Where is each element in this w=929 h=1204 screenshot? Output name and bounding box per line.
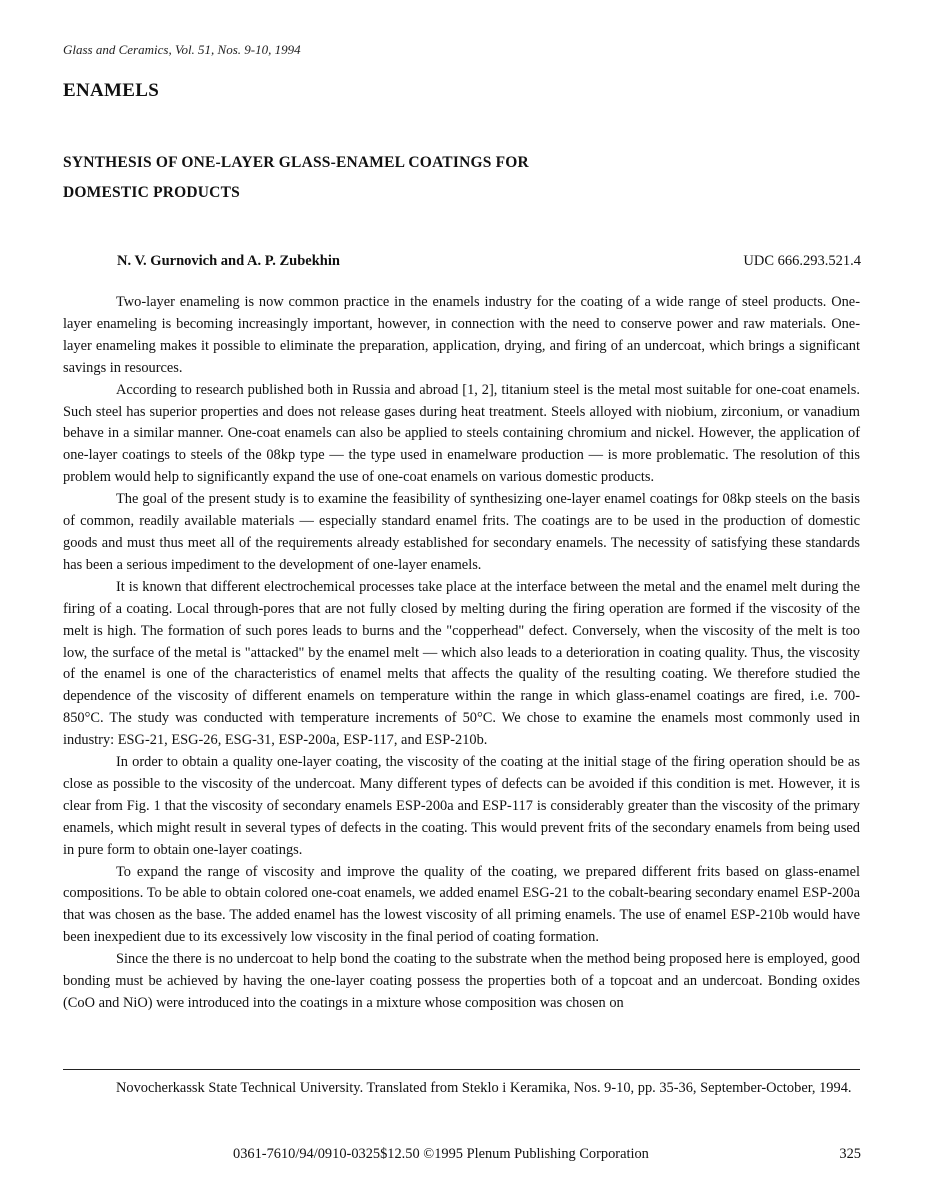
page-number: 325 (839, 1146, 861, 1162)
footnote-text: Novocherkassk State Technical University. Translated from Steklo i Keramika, Nos. 9-10, pp. 35-36, September-October, 1994. (116, 1080, 852, 1096)
paragraph: To expand the range of viscosity and improve the quality of the coating, we prepared different frits based on glass-enamel compositions. To be able to obtain colored one-coat enamels, we added enamel ESG-21 to the cobalt-bearing secondary enamel ESP-200a that was chosen as the base. The added enamel has the lowest viscosity of all priming enamels. The use of enamel ESP-210b would have been inexpedient due to its excessively low viscosity in the final period of coating formation. (63, 863, 860, 946)
paragraph: Since the there is no undercoat to help bond the coating to the substrate when the method being proposed here is employed, good bonding must be achieved by having the one-layer coating possess the properties both of a topcoat and an undercoat. Bonding oxides (CoO and NiO) were introduced into the coatings in a mixture whose composition was chosen on (63, 951, 860, 1011)
paragraph: In order to obtain a quality one-layer coating, the viscosity of the coating at the initial stage of the firing operation should be as close as possible to the viscosity of the undercoat. Many different types of defects can be avoided if this condition is met. However, it is clear from Fig. 1 that the viscosity of secondary enamels ESP-200a and ESP-117 is considerably greater than the viscosity of the primary enamels, which might result in several types of defects in the coating. This would prevent frits of the secondary enamels from being used in pure form to obtain one-layer coatings. (63, 754, 860, 858)
title-line: DOMESTIC PRODUCTS (63, 184, 240, 201)
paragraph: The goal of the present study is to examine the feasibility of synthesizing one-layer enamel coatings for 08kp steels on the basis of common, readily available materials — especially standard enamel frits. The coatings are to be used in the production of domestic goods and must thus meet all of the requirements already established for secondary enamels. The necessity of satisfying these standards has been a serious impediment to the development of one-layer enamels. (63, 491, 860, 573)
paragraph: It is known that different electrochemical processes take place at the interface between the metal and the enamel melt during the firing of a coating. Local through-pores that are not fully closed by melting during the firing operation are formed if the viscosity of the melt is high. The formation of such pores leads to burns and the "copperhead" defect. Conversely, when the viscosity of the melt is too low, the surface of the metal is "attacked" by the enamel melt — which also leads to a deterioration in coating quality. Thus, the viscosity of the enamel is one of the characteristics of enamel melts that affects the quality of the resulting coating. We therefore studied the dependence of the viscosity of different enamels on temperature within the range in which glass-enamel coatings are fired, i.e. 700-850°C. The study was conducted with temperature increments of 50°C. We chose to examine the enamels most commonly used in industry: ESG-21, ESG-26, ESG-31, ESP-200a, ESP-117, and ESP-210b. (63, 578, 860, 749)
journal-citation: Glass and Ceramics, Vol. 51, Nos. 9-10, 1994 (63, 42, 301, 57)
article-title (63, 148, 763, 208)
footnote (63, 1077, 860, 1099)
udc-code: UDC 666.293.521.4 (743, 253, 861, 269)
copyright-line: 0361-7610/94/0910-0325$12.50 ©1995 Plenum Publishing Corporation (233, 1146, 649, 1162)
paragraph: According to research published both in Russia and abroad [1, 2], titanium steel is the metal most suitable for one-coat enamels. Such steel has superior properties and does not release gases during heat treatment. Steels alloyed with niobium, zirconium, or vanadium behave in a similar manner. One-coat enamels can also be applied to steels containing chromium and nickel. However, the application of one-layer coatings to steels of the 08kp type — the type used in enamelware production — is more problematic. The resolution of this problem would help to significantly expand the use of one-coat enamels on various domestic products. (63, 381, 860, 486)
authors: N. V. Gurnovich and A. P. Zubekhin (117, 253, 340, 269)
title-line: SYNTHESIS OF ONE-LAYER GLASS-ENAMEL COATINGS FOR (63, 154, 529, 171)
section-heading: ENAMELS (63, 80, 160, 101)
footnote-divider (63, 1069, 860, 1070)
article-body (63, 292, 860, 1015)
paragraph: Two-layer enameling is now common practice in the enamels industry for the coating of a wide range of steel products. One-layer enameling is becoming increasingly important, however, in connection with the need to conserve power and raw materials. One-layer enameling makes it possible to eliminate the preparation, application, drying, and firing of an undercoat, which brings a significant savings in resources. (63, 294, 860, 376)
